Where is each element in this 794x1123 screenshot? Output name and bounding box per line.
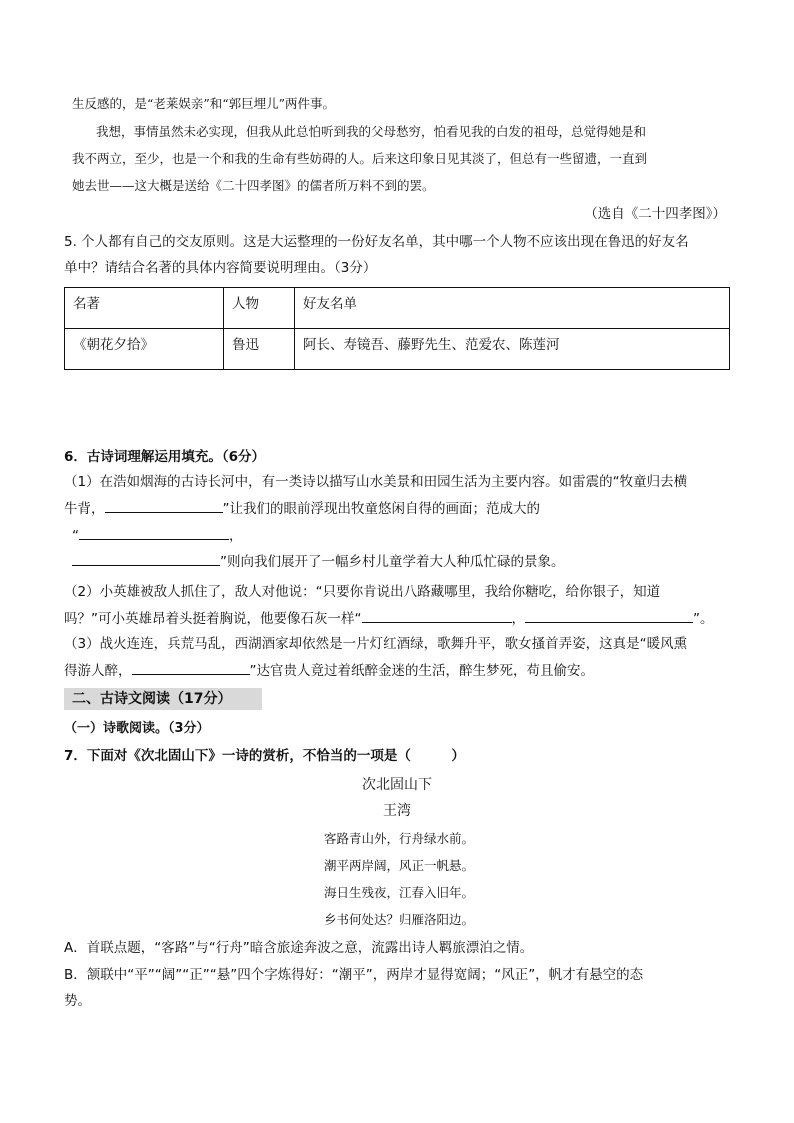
q6-text-part: 得游人醉，: [64, 663, 132, 679]
q6-text: [64, 608, 714, 629]
q6-text: [64, 660, 594, 681]
q6-text-part: ，: [229, 528, 243, 544]
q6-text-part: ”则向我们展开了一幅乡村儿童学着大人种瓜忙碌的景象。: [220, 554, 565, 570]
option-a: A．首联点题，“客路”与“行舟”暗含旅途奔波之意，流露出诗人羁旅漂泊之情。: [64, 940, 534, 956]
q6-text-part: “: [72, 528, 79, 544]
table-cell: 阿长、寿镜吾、藤野先生、范爱农、陈莲河: [295, 329, 730, 370]
q6-text-part: ，: [511, 611, 525, 627]
poem-line: 客路青山外，行舟绿水前。: [323, 831, 474, 846]
friend-list-table: [64, 287, 730, 370]
poem-line: 乡书何处达？归雁洛阳边。: [323, 912, 474, 927]
passage-line: 她去世——这大概是送给《二十四孝图》的儒者所万料不到的罢。: [72, 178, 435, 193]
q6-text-part: ”。: [693, 611, 714, 627]
poem-title: 次北固山下: [362, 777, 432, 793]
table-row: [65, 329, 730, 370]
answer-blank[interactable]: [105, 498, 223, 513]
q6-text: （1）在浩如烟海的古诗长河中，有一类诗以描写山水美景和田园生活为主要内容。如雷震的“牧童归去横: [64, 474, 688, 490]
q6-title: 6．古诗词理解运用填充。（6分）: [64, 449, 266, 465]
table-header-cell: 好友名单: [295, 288, 730, 329]
poem-line: 潮平两岸阔，风正一帆悬。: [323, 858, 474, 873]
q6-text-part: 牛背，: [64, 501, 105, 517]
poem-author: 王湾: [383, 803, 411, 819]
table-cell: 《朝花夕拾》: [65, 329, 224, 370]
answer-blank[interactable]: [132, 660, 250, 675]
option-b-cont: 势。: [64, 993, 91, 1009]
passage-line: 我不两立，至少，也是一个和我的生命有些妨碍的人。后来这印象日见其淡了，但总有一些留遗，一直到: [72, 151, 648, 166]
passage-line: 生反感的，是“老莱娱亲”和“郭巨埋儿”两件事。: [72, 96, 336, 111]
q6-text: [64, 498, 540, 519]
poem-line: 海日生残夜，江春入旧年。: [323, 885, 474, 900]
passage-source: （选自《二十四孝图》）: [584, 206, 726, 222]
subsection-heading: （一）诗歌阅读。（3分）: [64, 721, 210, 736]
passage-line: 我想，事情虽然未必实现，但我从此总怕听到我的父母愁穷，怕看见我的白发的祖母，总觉得她是和: [96, 124, 647, 139]
table-cell: 鲁迅: [224, 329, 295, 370]
table-header-row: [65, 288, 730, 329]
q6-text: （2）小英雄被敌人抓住了，敌人对他说：“只要你肯说出八路藏哪里，我给你糖吃，给你银子，知道: [64, 584, 661, 600]
q6-text-part: ”让我们的眼前浮现出牧童悠闲自得的画面；范成大的: [222, 501, 540, 517]
section-heading: 二、古诗文阅读（17分）: [64, 688, 262, 710]
q6-text-part: 吗？”可小英雄昂着头挺着胸说，他要像石灰一样“: [64, 611, 362, 627]
q6-text: [72, 551, 565, 572]
q5-text: 5. 个人都有自己的交友原则。这是大运整理的一份好友名单，其中哪一个人物不应该出现在鲁迅的好友名: [64, 234, 689, 250]
answer-blank[interactable]: [362, 608, 512, 623]
table-header-cell: 名著: [65, 288, 224, 329]
option-b: B．颔联中“平”“阔”“正”“悬”四个字炼得好：“潮平”，两岸才显得宽阔；“风正”，帆才有悬空的态: [64, 967, 644, 983]
answer-blank[interactable]: [79, 525, 229, 540]
table-header-cell: 人物: [224, 288, 295, 329]
q6-text: [72, 525, 243, 546]
q6-text-part: ”达官贵人竟过着纸醉金迷的生活，醉生梦死，苟且偷安。: [249, 663, 594, 679]
q6-text: （3）战火连连，兵荒马乱，西湖酒家却依然是一片灯红酒绿，歌舞升平，歌女搔首弄姿，这真是“暖风熏: [64, 636, 688, 652]
q7-stem: 7．下面对《次北固山下》一诗的赏析，不恰当的一项是（ ）: [64, 748, 465, 764]
answer-blank[interactable]: [525, 608, 693, 623]
answer-blank[interactable]: [72, 551, 220, 566]
q5-text: 单中？请结合名著的具体内容简要说明理由。（3分）: [64, 260, 377, 276]
